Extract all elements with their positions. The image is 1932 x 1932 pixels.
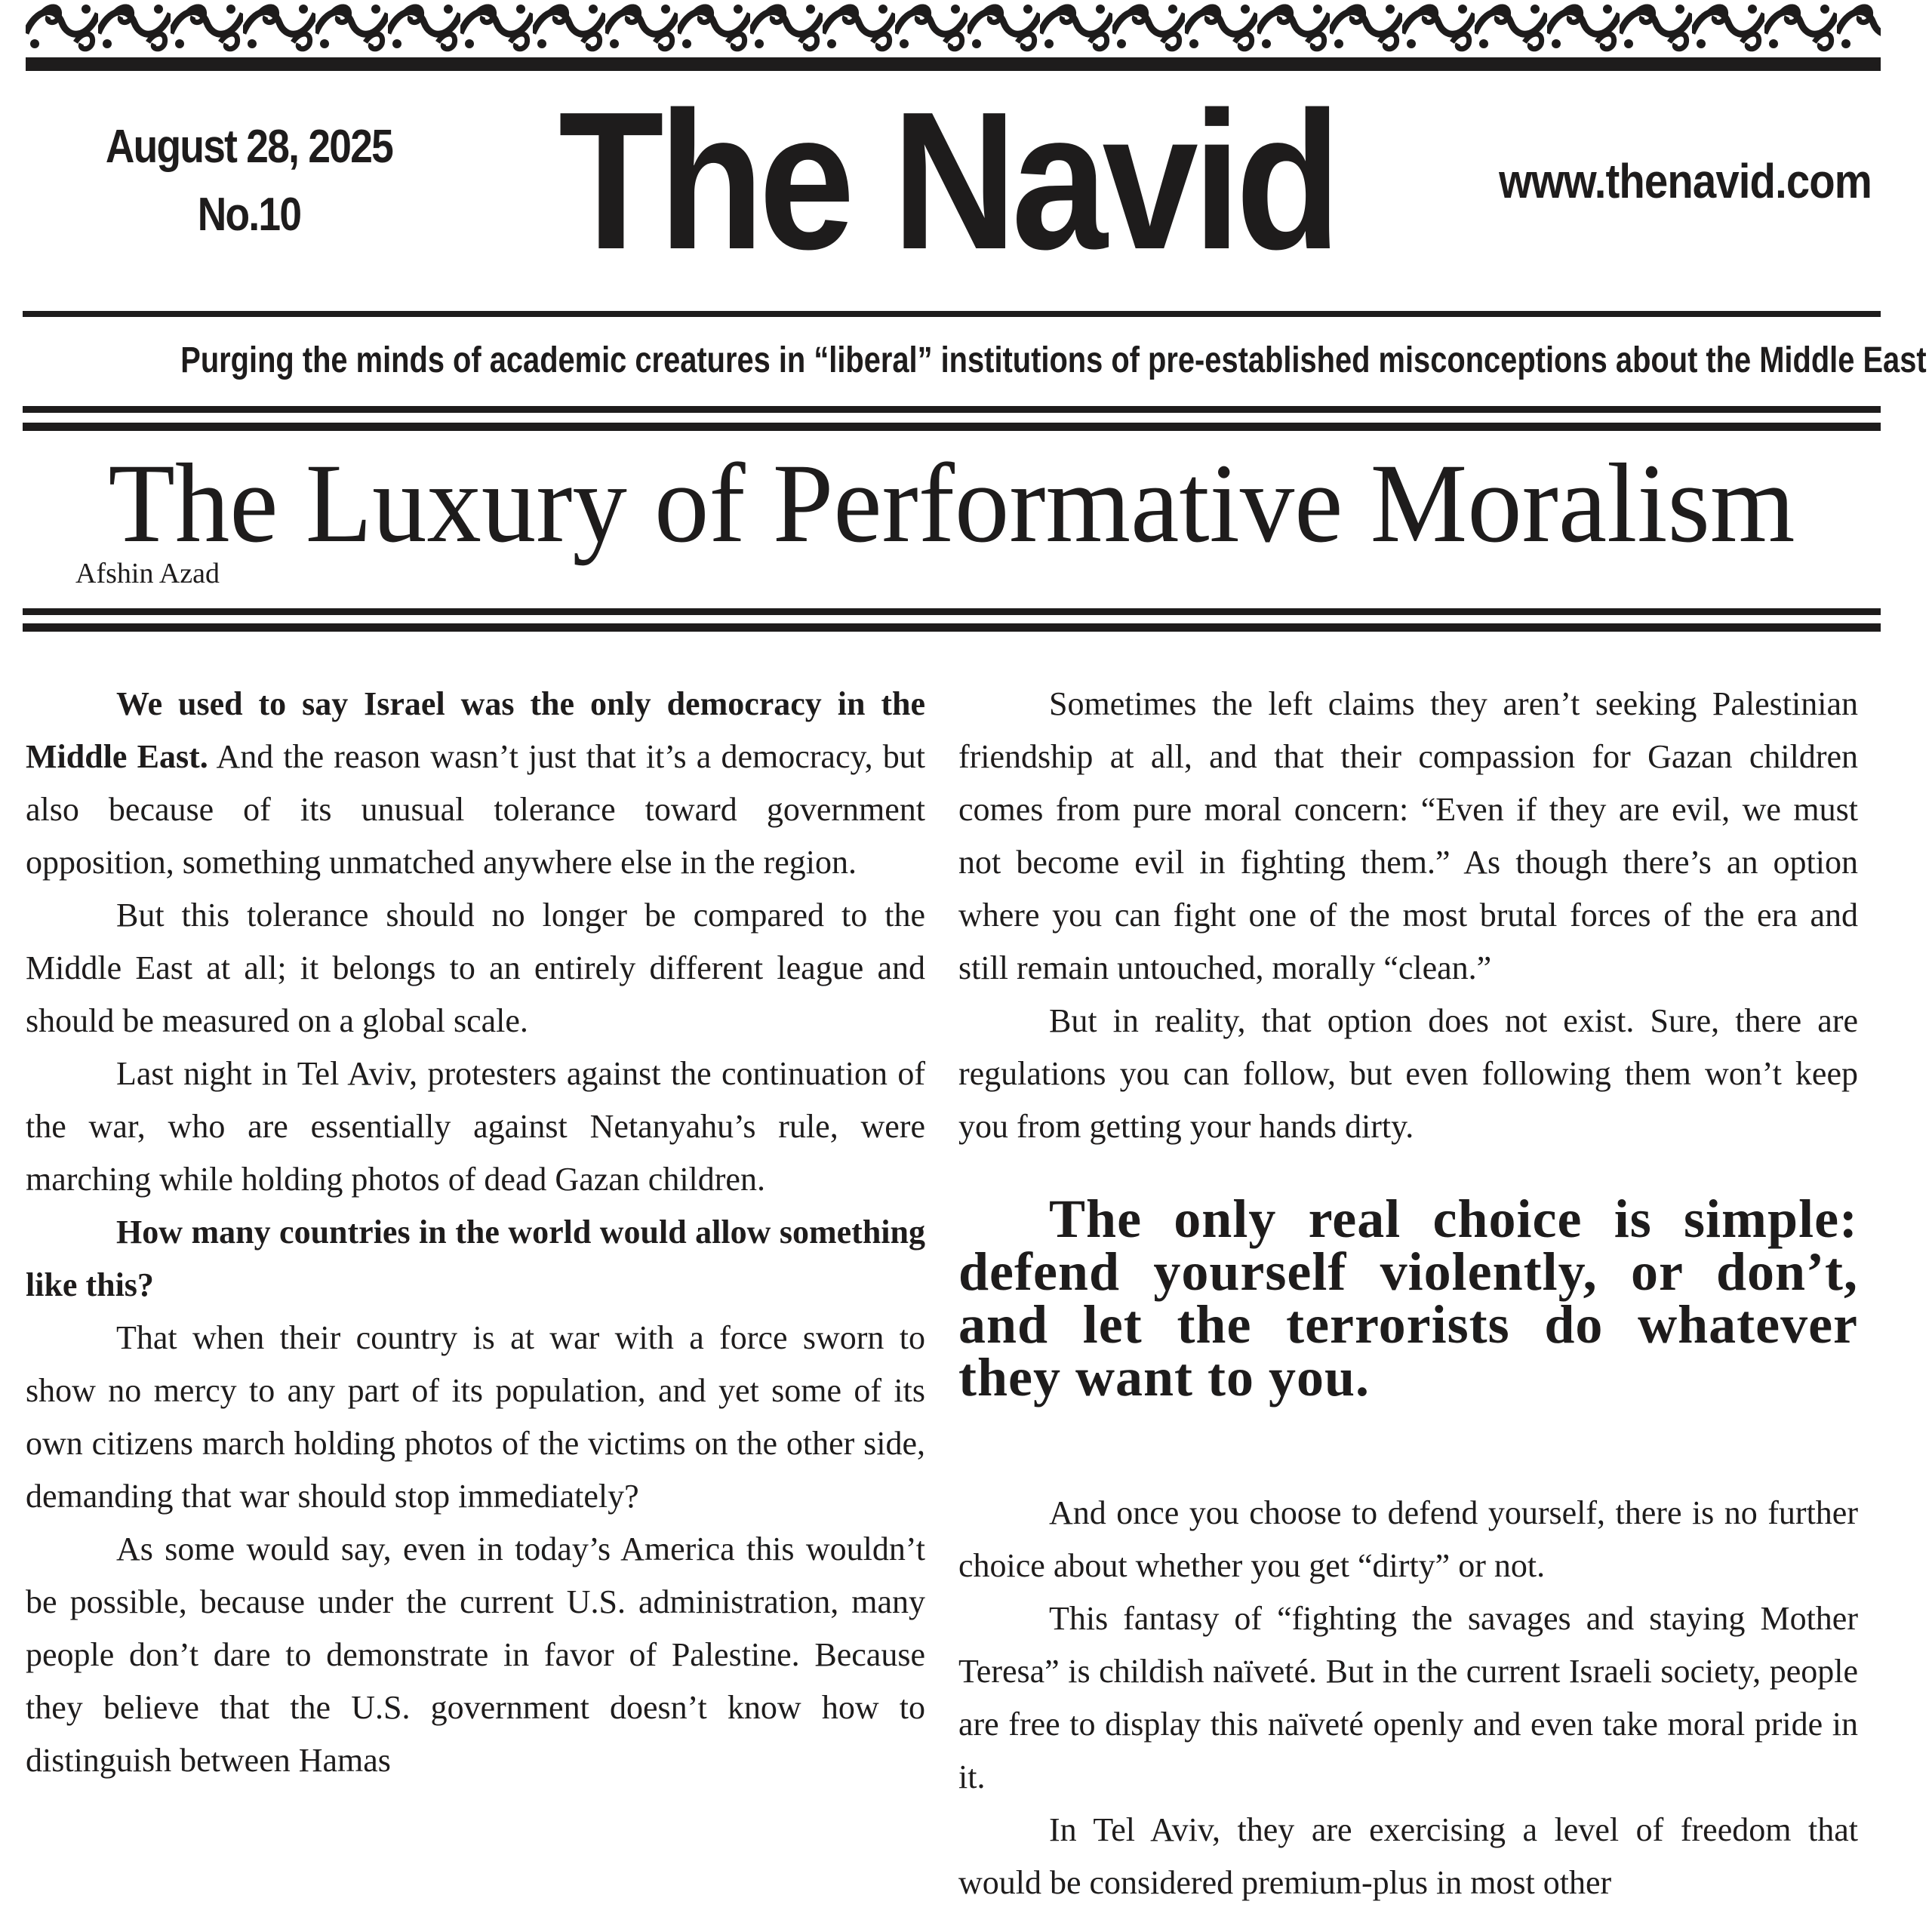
paragraph: But this tolerance should no longer be compared to the Middle East at all; it belongs to an entirely different league and should be measured on a global scale. [26,897,925,1039]
paragraph: Last night in Tel Aviv, protesters against the continuation of the war, who are essentially against Netanyahu’s rule, were marching while holding photos of dead Gazan children. [26,1055,925,1198]
ornament-rule [26,57,1881,71]
paragraph: And once you choose to defend yourself, there is no further choice about whether you get “dirty” or not. [958,1494,1858,1584]
paragraph: This fantasy of “fighting the savages and staying Mother Teresa” is childish naïveté. But in the current Israeli society, people are free to display this naïveté openly and even take moral pride in it. [958,1600,1858,1795]
issue-info [100,113,398,249]
headline-rule-top-2 [23,423,1881,431]
article-byline: Afshin Azad [75,558,220,589]
website-link[interactable]: www.thenavid.com [1499,154,1872,208]
issue-date: August 28, 2025 [105,121,393,173]
issue-number: No.10 [197,189,301,241]
paragraph: That when their country is at war with a force sworn to show no mercy to any part of its population, and yet some of its own citizens march holding photos of the victims on the other side, demanding that war should stop immediately? [26,1319,925,1515]
newspaper-title: The Navid [558,72,1337,291]
headline-rule-bottom-1 [23,608,1881,615]
pull-quote: The only real choice is simple: defend yourself violently, or don’t, and let the terrorists do whatever they want to you. [958,1189,1858,1407]
article-column-left [26,678,925,1932]
paragraph: In Tel Aviv, they are exercising a level of freedom that would be considered premium-plus in most other [958,1811,1858,1901]
lead-sentence: We used to say Israel was the only democracy in the Middle East. [26,685,925,775]
paragraph: But in reality, that option does not exist. Sure, there are regulations you can follow, but even following them won’t keep you from getting your hands dirty. [958,1002,1858,1145]
paragraph-bold-question: How many countries in the world would allow something like this? [26,1214,925,1303]
headline-rule-bottom-2 [23,623,1881,632]
paragraph: Sometimes the left claims they aren’t seeking Palestinian friendship at all, and that their compassion for Gazan children comes from pure moral concern: “Even if they are evil, we must not become evil in fighting them.” As though there’s an option where you can fight one of the most brutal forces of the era and still remain untouched, morally “clean.” [958,685,1858,986]
masthead-rule [23,311,1881,317]
headline-rule-top-1 [23,406,1881,413]
article-column-right [958,678,1858,1932]
paragraph: We used to say Israel was the only democracy in the Middle East. And the reason wasn’t just that it’s a democracy, but also because of its unusual tolerance toward government opposition, something unmatched anywhere else in the region. [26,685,925,881]
paragraph: As some would say, even in today’s America this wouldn’t be possible, because under the current U.S. administration, many people don’t dare to demonstrate in favor of Palestine. Because they believe that the U.S. government doesn’t know how to distinguish between Hamas [26,1531,925,1779]
tagline: Purging the minds of academic creatures in “liberal” institutions of pre-established misconceptions about the Middle East [180,340,1927,380]
ornamental-scroll-border-icon [26,0,1881,56]
article-headline: The Luxury of Performative Moralism [108,441,1795,566]
